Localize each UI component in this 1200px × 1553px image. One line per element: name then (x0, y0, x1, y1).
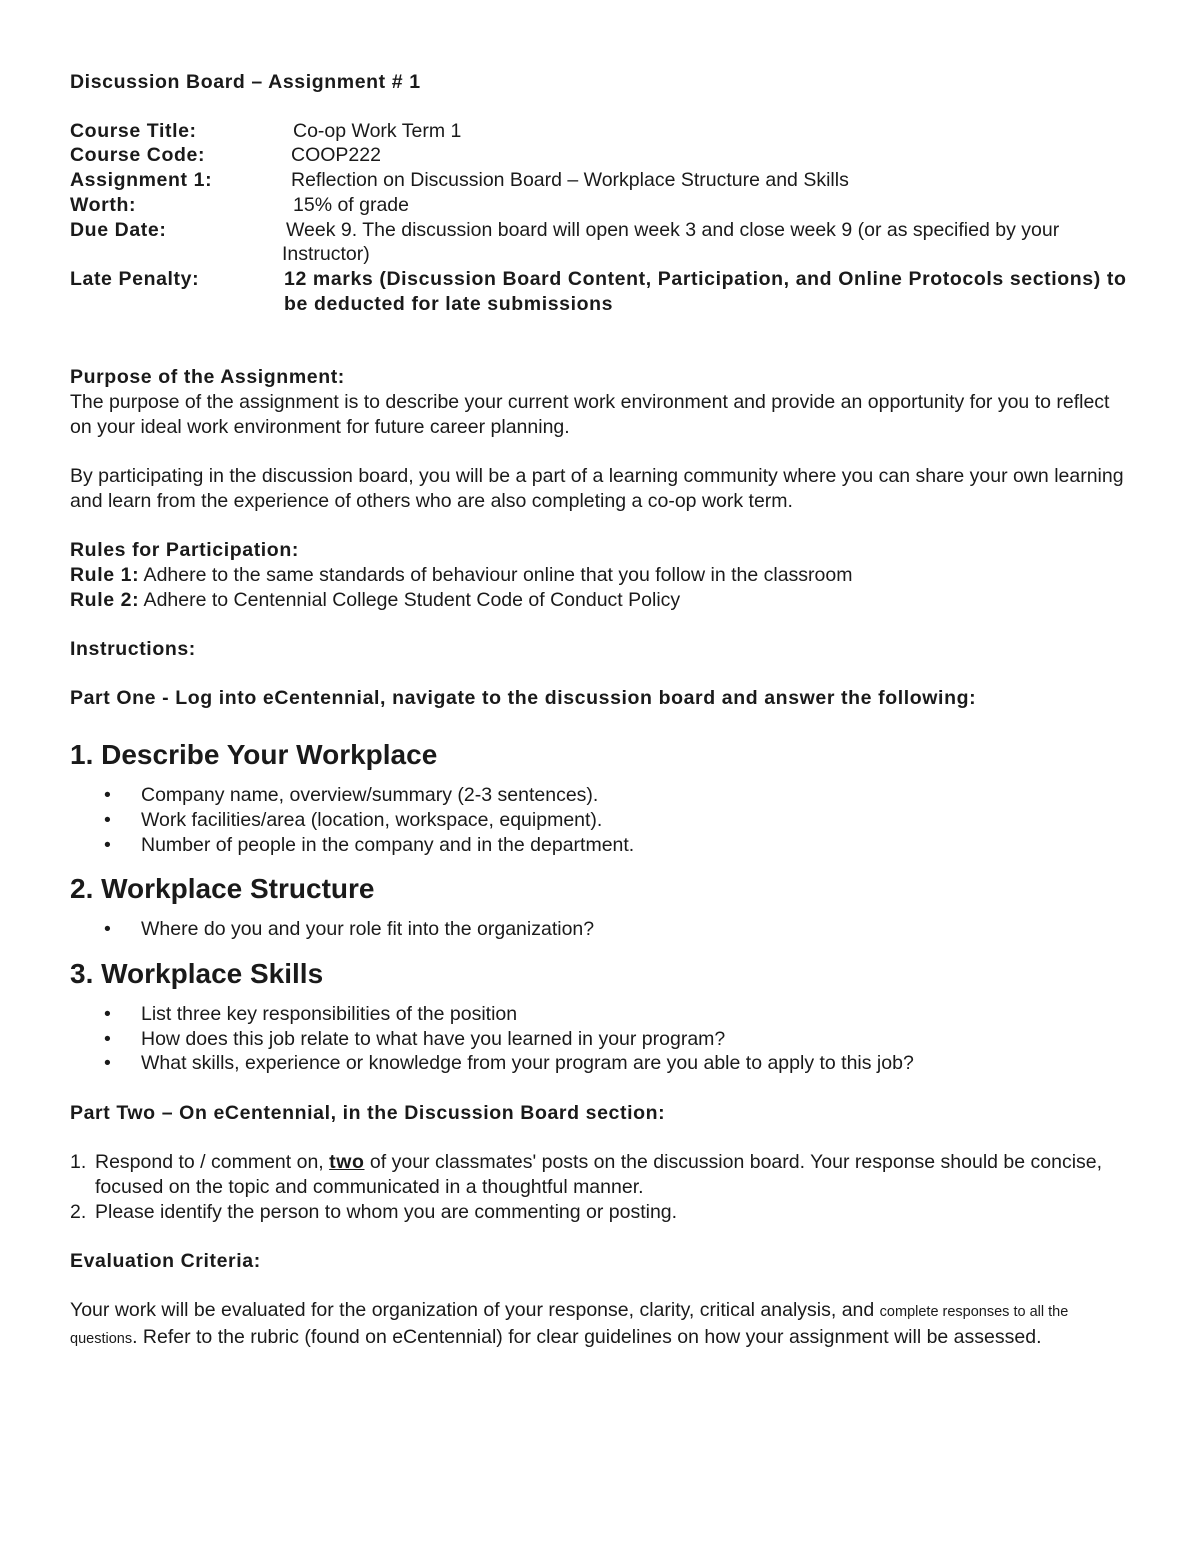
assignment-meta (70, 119, 1130, 317)
rule-label: Rule 2: (70, 588, 140, 611)
list-item (70, 1150, 1130, 1199)
bullet-list (70, 783, 1130, 857)
document-title: Discussion Board – Assignment # 1 (70, 71, 421, 93)
rule-2 (70, 588, 1130, 613)
part-one-heading: Part One - Log into eCentennial, navigate to the discussion board and answer the following: (70, 687, 977, 710)
meta-value: Co-op Work Term 1 (293, 119, 462, 142)
evaluation-text: . Refer to the rubric (found on eCentennial) for clear guidelines on how your assignment will be assessed. (132, 1326, 1042, 1348)
list-item (70, 1200, 1130, 1225)
list-item: • How does this job relate to what have you learned in your program? (70, 1027, 1130, 1052)
list-number: 2. (70, 1200, 87, 1223)
purpose-section (70, 365, 1130, 513)
meta-value: 15% of grade (293, 193, 410, 216)
rules-heading: Rules for Participation: (70, 539, 299, 562)
meta-label: Due Date: (70, 218, 167, 241)
evaluation-text: Your work will be evaluated for the organization of your response, clarity, critical analysis, and (70, 1299, 880, 1322)
section-heading: 3. Workplace Skills (70, 957, 324, 989)
section-describe-workplace (70, 737, 1130, 857)
evaluation-paragraph (70, 1298, 1130, 1351)
step-text: Respond to / comment on, (95, 1151, 330, 1174)
bullet-list (70, 1002, 1130, 1076)
numbered-list (70, 1150, 1130, 1224)
meta-label: Worth: (70, 193, 137, 216)
meta-row-late-penalty (70, 267, 1130, 316)
bullet-list (70, 917, 1130, 942)
meta-row-course-code (70, 143, 1130, 168)
list-number: 1. (70, 1151, 87, 1174)
step-text: of your classmates' posts on the discussion board. Your response should be concise, focused on the topic and communicated in a thoughtful manner. (95, 1151, 1103, 1198)
list-item: • Company name, overview/summary (2-3 sentences). (70, 783, 1130, 808)
evaluation-small-text: complete responses to all the questions (70, 1304, 1069, 1347)
meta-value: Reflection on Discussion Board – Workplace Structure and Skills (291, 169, 849, 192)
rule-label: Rule 1: (70, 563, 140, 586)
purpose-heading: Purpose of the Assignment: (70, 366, 345, 389)
section-heading: 1. Describe Your Workplace (70, 739, 438, 771)
list-item: • List three key responsibilities of the position (70, 1002, 1130, 1027)
purpose-paragraph: The purpose of the assignment is to describe your current work environment and provide an opportunity for you to reflect on your ideal work environment for future career planning. (70, 391, 1110, 438)
section-workplace-skills (70, 956, 1130, 1076)
meta-row-course-title (70, 119, 1130, 144)
emphasis-two: two (329, 1151, 365, 1174)
meta-value: COOP222 (291, 144, 381, 167)
section-workplace-structure (70, 871, 1130, 942)
list-item: • Work facilities/area (location, workspace, equipment). (70, 808, 1130, 833)
section-heading: 2. Workplace Structure (70, 873, 375, 905)
part-two-heading: Part Two – On eCentennial, in the Discussion Board section: (70, 1101, 666, 1124)
list-item: • What skills, experience or knowledge from your program are you able to apply to this job? (70, 1051, 1130, 1076)
meta-row-worth (70, 193, 1130, 218)
part-two-section (70, 1101, 1130, 1225)
list-item: • Where do you and your role fit into the organization? (70, 917, 1130, 942)
step-text: Please identify the person to whom you are commenting or posting. (95, 1200, 678, 1223)
rule-text: Adhere to the same standards of behaviour online that you follow in the classroom (139, 563, 853, 586)
evaluation-heading: Evaluation Criteria: (70, 1249, 261, 1272)
meta-value: 12 marks (Discussion Board Content, Participation, and Online Protocols sections) to be deducted for late submissions (284, 267, 1127, 315)
meta-label: Late Penalty: (70, 267, 200, 290)
meta-label: Assignment 1: (70, 169, 213, 192)
meta-value: Week 9. The discussion board will open week 3 and close week 9 (or as specified by your Instructor) (282, 218, 1060, 266)
rule-text: Adhere to Centennial College Student Code of Conduct Policy (139, 588, 681, 611)
document-body (70, 70, 1130, 1352)
rule-1 (70, 563, 1130, 588)
list-item: • Number of people in the company and in the department. (70, 833, 1130, 858)
instructions-heading: Instructions: (70, 638, 196, 661)
meta-label: Course Title: (70, 119, 197, 142)
meta-row-due-date (70, 218, 1130, 267)
evaluation-section (70, 1249, 1130, 1352)
meta-label: Course Code: (70, 144, 206, 167)
rules-section (70, 538, 1130, 612)
meta-row-assignment (70, 168, 1130, 193)
purpose-paragraph: By participating in the discussion board, you will be a part of a learning community where you can share your own learning and learn from the experience of others who are also completing a co-op work term. (70, 465, 1124, 512)
